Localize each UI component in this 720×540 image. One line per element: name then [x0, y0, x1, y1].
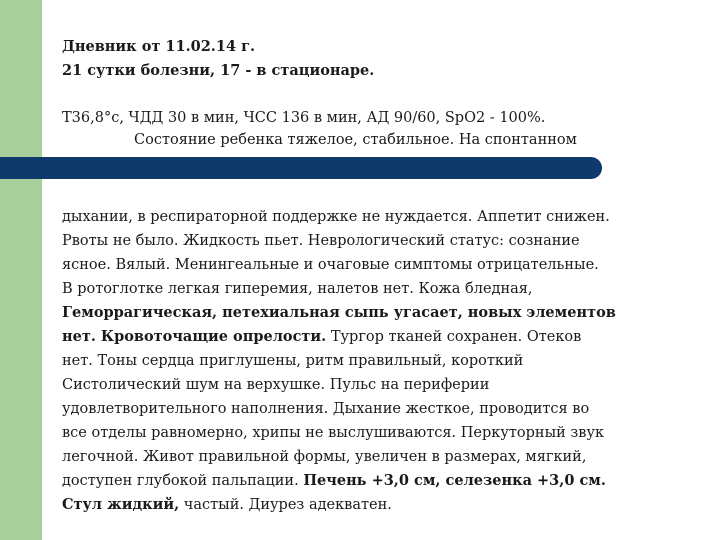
body-line: нет. Тоны сердца приглушены, ритм правильный, короткий — [62, 353, 524, 369]
body-line-mixed — [62, 469, 702, 493]
body-line: все отделы равномерно, хрипы не выслушиваются. Перкуторный звук — [62, 425, 605, 441]
bold-fragment: нет. Кровоточащие опрелости. — [62, 328, 327, 345]
body-line: В ротоглотке легкая гиперемия, налетов нет. Кожа бледная, — [62, 281, 533, 297]
bold-fragment: Стул жидкий, — [62, 496, 180, 513]
diary-subtitle: 21 сутки болезни, 17 - в стационаре. — [62, 62, 375, 79]
body-line-bold: Геморрагическая, петехиальная сыпь угасает, новых элементов — [62, 304, 616, 321]
body-line: удовлетворительного наполнения. Дыхание жесткое, проводится во — [62, 401, 590, 417]
body-line: Систолический шум на верхушке. Пульс на периферии — [62, 377, 490, 393]
text-fragment: Тургор тканей сохранен. Отеков — [326, 329, 582, 345]
diary-title: Дневник от 11.02.14 г. — [62, 38, 256, 55]
bold-fragment: Печень +3,0 см, селезенка +3,0 см. — [303, 472, 606, 489]
body-line-mixed — [62, 493, 702, 517]
slide-header — [62, 35, 702, 83]
text-fragment: доступен глубокой пальпации. — [62, 473, 304, 489]
left-accent-band — [0, 0, 42, 540]
divider-bar — [0, 157, 602, 179]
body-line: дыхании, в респираторной поддержке не нуждается. Аппетит снижен. — [62, 209, 610, 225]
condition-line: Состояние ребенка тяжелое, стабильное. На спонтанном — [134, 132, 577, 148]
text-fragment: частый. Диурез адекватен. — [179, 497, 392, 513]
diary-body — [62, 205, 702, 517]
body-line: Рвоты не было. Жидкость пьет. Неврологический статус: сознание — [62, 233, 580, 249]
body-line: легочной. Живот правильной формы, увеличен в размерах, мягкий, — [62, 449, 587, 465]
body-line: ясное. Вялый. Менингеальные и очаговые симптомы отрицательные. — [62, 257, 599, 273]
body-line-mixed — [62, 325, 702, 349]
vitals-line: Т36,8°с, ЧДД 30 в мин, ЧСС 136 в мин, АД 90/60, SpO2 - 100%. — [62, 110, 546, 126]
